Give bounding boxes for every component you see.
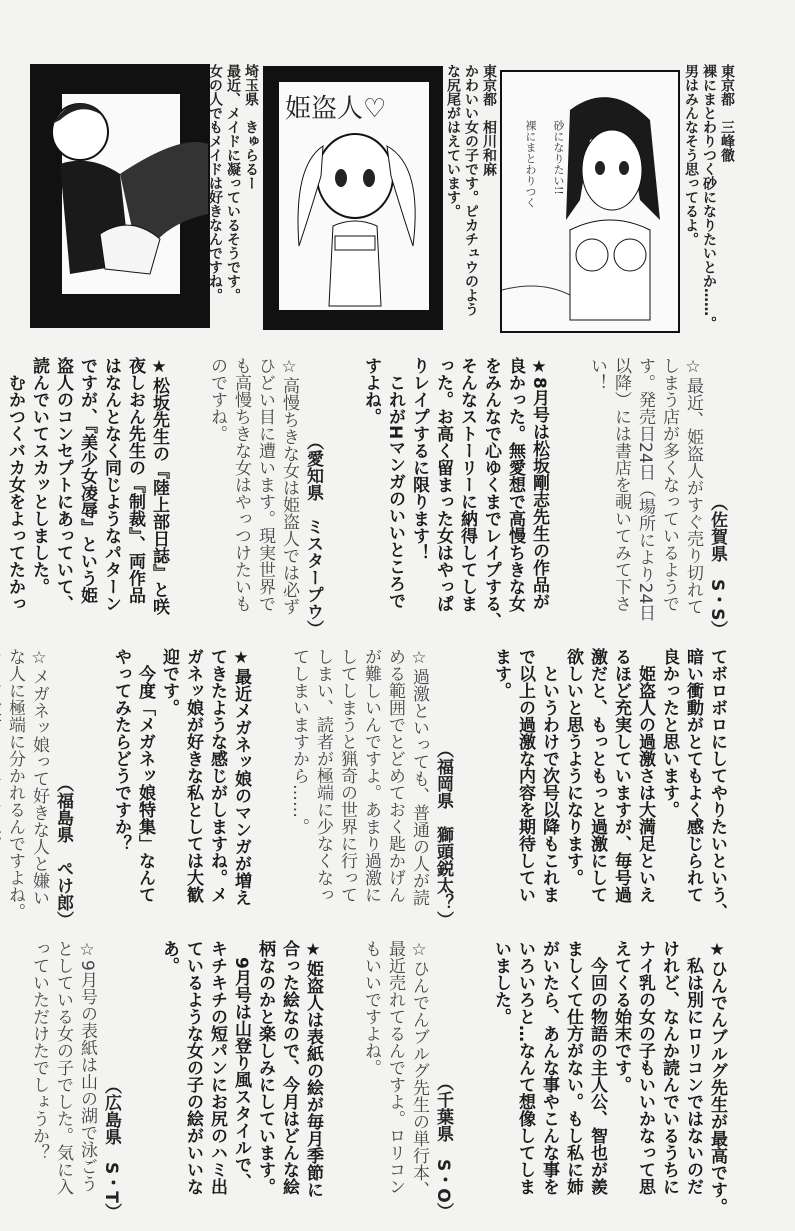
text-line: がいたら、あんな事やこんな事を <box>539 940 559 1195</box>
text-line: をみんなで心ゆくまでレイプする、 <box>481 357 501 629</box>
caption-line: 東京都 三峰徹 <box>719 64 735 162</box>
text-line: い！ <box>587 357 607 391</box>
text-line: ですが、『美少女凌辱』という姫 <box>77 357 97 604</box>
text-line: ★最近メガネッ娘のマンガが増え <box>231 648 251 906</box>
text-line: はなんとなく同じようなパターン <box>101 357 121 612</box>
text-line: 良かった。無愛想で高慢ちきな女 <box>505 357 525 612</box>
text-line: あ。 <box>159 940 179 974</box>
text-line: ☆最近、姫盗人がすぐ売り切れて <box>683 357 703 615</box>
caption-line: 最近、メイドに凝っているそうです。 <box>225 64 241 302</box>
text-line: てしまいますから……。 <box>289 648 309 835</box>
text-line: のですね。 <box>207 357 227 442</box>
text-line: ているような女の子の絵がいいな <box>183 940 203 1195</box>
text-line: むかつくバカ女をよってたかっ <box>5 357 25 612</box>
editor-reply <box>359 940 455 1220</box>
caption-line: かわいい女の子です。ピカチュウのよう <box>463 64 479 316</box>
text-line: 私は別にロリコンではないのだ <box>683 940 703 1195</box>
text-line: ひどい目に遭います。現実世界で <box>255 357 275 612</box>
text-line: 合った絵なので、今月はどんな絵 <box>279 940 299 1195</box>
text-line: 最近売れてるんですよ。ロリコン <box>385 940 405 1195</box>
caption-aikawa <box>444 64 498 334</box>
reader-letter <box>359 357 551 637</box>
text-line: で以上の過激な内容を期待してい <box>515 648 535 903</box>
text-line: やってみたらどうですか？ <box>111 648 131 852</box>
letters-row-3 <box>27 940 729 1220</box>
text-line: 夜しおん先生の『制裁』、両作品 <box>125 357 145 604</box>
editor-reply <box>27 940 123 1220</box>
text-line <box>0 648 3 928</box>
reader-signature: （愛知県 ミスタープウ） <box>303 433 323 637</box>
text-line: いました。 <box>491 940 511 1025</box>
reader-signature: （広島県 S・T） <box>101 1077 121 1220</box>
text-line: ☆過激といっても、普通の人が読 <box>409 648 429 906</box>
text-line: もいいですよね。 <box>361 940 381 1076</box>
caption-line: 女の人でもメイドは好きなんですね。 <box>207 64 223 302</box>
text-line: 欲しいと思うようになります。 <box>563 648 583 886</box>
reader-signature: （千葉県 S・O） <box>433 1074 453 1220</box>
handwritten-note: 砂になりたい!! <box>552 120 565 195</box>
reader-signature: （福島県 ぺけ郎） <box>53 775 73 928</box>
text-line: るほど充実していますが、毎号過 <box>611 648 631 903</box>
text-line: 以降）には書店を覗いてみて下さ <box>611 357 631 612</box>
text-line: める範囲でとどめておく匙かげん <box>385 648 405 903</box>
text-line: キチキチの短パンにお尻のハミ出 <box>207 940 227 1195</box>
text-line: った。お高く留まった女はやっぱ <box>433 357 453 612</box>
text-line: 柄なのかと楽しみにしています。 <box>255 940 275 1195</box>
text-line: いろいろと…なんて想像してしま <box>515 940 535 1195</box>
reader-letter <box>157 940 325 1220</box>
text-line: 今度「メガネッ娘特集」なんて <box>135 648 155 903</box>
text-line: けれど、なんか読んでいるうちに <box>659 940 679 1195</box>
text-line: というわけで次号以降もこれま <box>539 648 559 903</box>
reader-letter <box>489 940 729 1220</box>
text-line: ☆ひんでんブルグ先生の単行本、 <box>409 940 429 1198</box>
text-line: す。発売日24日（場所により24日 <box>635 357 655 622</box>
text-line: ☆メガネッ娘って好きな人と嫌い <box>29 648 49 906</box>
text-line: ナイ乳の女の子もいいかなって思 <box>635 940 655 1195</box>
text-line: そんなストーリーに納得してしま <box>457 357 477 612</box>
illustration-twintail-girl <box>263 66 443 330</box>
reader-signature: （福岡県 獅頭鋭太？） <box>433 741 453 928</box>
caption-line: 東京都 相川和麻 <box>481 64 497 176</box>
text-line: ます。 <box>491 648 511 699</box>
text-line: ☆9月号の表紙は山の湖で泳ごう <box>77 940 97 1192</box>
caption-line: な尻尾がはえています。 <box>445 64 461 218</box>
text-line: 読んでいてスカッとしました。 <box>29 357 49 595</box>
text-line: ☆高慢ちきな女は姫盗人では必ず <box>279 357 299 615</box>
text-line: しまう店が多くなっているようで <box>659 357 679 612</box>
reader-letter <box>3 357 171 637</box>
text-line: してしまうと猟奇の世界に行って <box>337 648 357 903</box>
text-line: も高慢ちきな女はやっつけたいも <box>231 357 251 612</box>
caption-line: 埼玉県 きゅらるー <box>243 64 259 190</box>
editor-reply <box>585 357 729 637</box>
text-line: りレイプするに限ります！ <box>409 357 429 561</box>
reader-letter <box>489 648 729 928</box>
text-line: しまい、読者が極端に少なくなっ <box>313 648 333 903</box>
text-line: 今回の物語の主人公、智也が羨 <box>587 940 607 1195</box>
text-line: 迎です。 <box>159 648 179 716</box>
text-line: 暗い衝動がとてもよく感じられて <box>683 648 703 903</box>
caption-line: 裸にまとわりつく砂になりたいとか……。 <box>701 64 717 330</box>
text-line: ガネッ娘が好きな私としては大歓 <box>183 648 203 903</box>
text-line: ましくて仕方がない。もし私に姉 <box>563 940 583 1195</box>
illustration-title: 姫盗人♡ <box>285 94 387 124</box>
text-line: ★8月号は松坂剛志先生の作品が <box>529 357 549 610</box>
text-line: これがHマンガのいいところで <box>385 357 405 610</box>
text-line: っていただけたでしょうか？ <box>29 940 49 1161</box>
illustration-maid <box>30 64 210 328</box>
text-line: ★ひんでんブルグ先生が最高です。 <box>707 940 727 1215</box>
editor-reply <box>205 357 325 637</box>
text-line: ★松坂先生の『陸上部日誌』と咲 <box>149 357 169 615</box>
text-line: 姫盗人の過激さは大満足といえ <box>635 648 655 903</box>
illustration-beach-girl <box>500 70 680 333</box>
text-line: 良かったと思います。 <box>659 648 679 818</box>
reader-signature: （佐賀県 S・S） <box>707 493 727 637</box>
text-line: が難しいんですよ。あまり過激に <box>361 648 381 903</box>
text-line: てボロボロにしてやりたいという、 <box>707 648 727 920</box>
editor-reply <box>287 648 455 928</box>
maid-drawing <box>30 64 210 328</box>
letters-row-2 <box>0 648 729 928</box>
letters-row-1 <box>3 357 729 637</box>
text-line: 激だと、もっともっと過激にして <box>587 648 607 903</box>
handwritten-note: 裸にまとわりつく <box>524 120 537 208</box>
caption-line: 男はみんなそう思ってるよ。 <box>683 64 699 246</box>
editor-reply <box>0 648 75 928</box>
text-line: ★姫盗人は表紙の絵が毎月季節に <box>303 940 323 1198</box>
text-line: 盗人のコンセプトにあっていて、 <box>53 357 73 612</box>
text-line: えてくる始末です。 <box>611 940 631 1093</box>
text-line: としている女の子でした。気に入 <box>53 940 73 1195</box>
caption-saitama <box>206 64 260 334</box>
text-line: てきたような感じがしますね。メ <box>207 648 227 903</box>
reader-letter <box>109 648 253 928</box>
text-line: すよね。 <box>361 357 381 425</box>
text-line: 9月号は山登り風スタイルで、 <box>231 940 251 1190</box>
text-line: な人に極端に分かれるんですよね。 <box>5 648 25 920</box>
caption-mitsumine <box>682 64 736 334</box>
